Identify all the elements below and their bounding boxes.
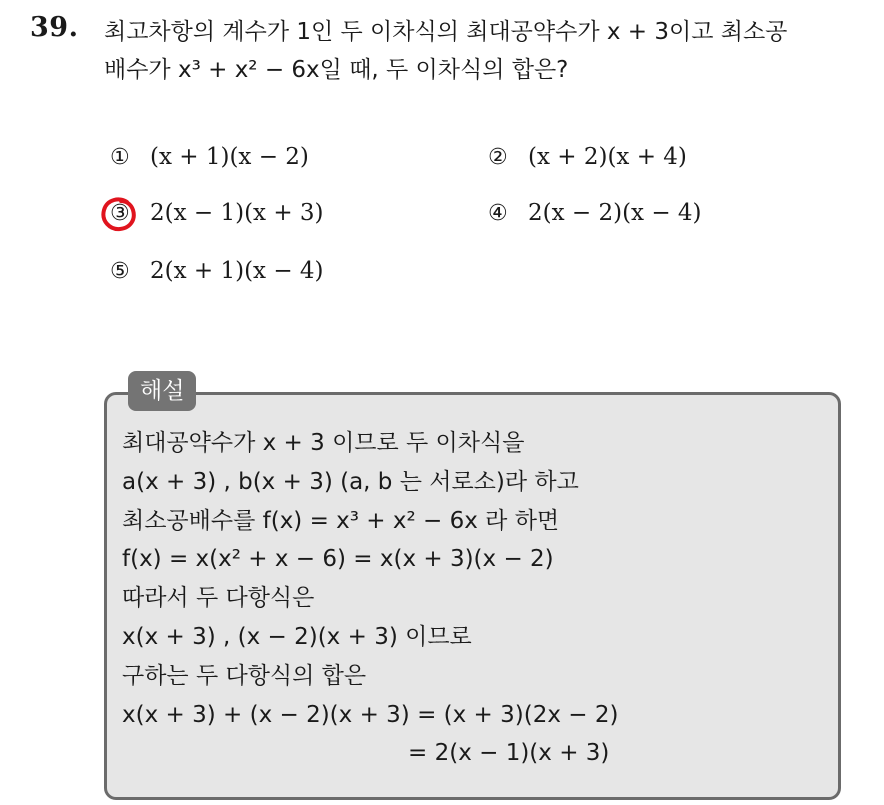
solution-line-3: 최소공배수를 f(x) = x³ + x² − 6x 라 하면 [122,507,560,534]
choice-2-expression: (x + 2)(x + 4) [528,144,687,170]
choice-4[interactable] [488,200,702,226]
choice-4-expression: 2(x − 2)(x − 4) [528,200,702,226]
solution-line-9: = 2(x − 1)(x + 3) [408,740,610,767]
question-number: 39. [30,12,79,43]
solution-line-5: 따라서 두 다항식은 [122,585,315,612]
solution-line-6: x(x + 3) , (x − 2)(x + 3) 이므로 [122,623,472,650]
choice-1-mark: ① [110,144,130,170]
solution-line-4: f(x) = x(x² + x − 6) = x(x + 3)(x − 2) [122,546,554,573]
question-text [104,13,874,89]
solution-line-8: x(x + 3) + (x − 2)(x + 3) = (x + 3)(2x − 2) [122,701,619,728]
choice-3-expression: 2(x − 1)(x + 3) [150,200,324,226]
choice-2[interactable] [488,144,687,170]
choice-5-expression: 2(x + 1)(x − 4) [150,258,324,284]
choice-1-expression: (x + 1)(x − 2) [150,144,309,170]
solution-line-7: 구하는 두 다항식의 합은 [122,662,367,689]
solution-line-1: 최대공약수가 x + 3 이므로 두 이차식을 [122,430,525,456]
choice-5[interactable] [110,258,324,284]
question-line-1: 최고차항의 계수가 1인 두 이차식의 최대공약수가 x + 3이고 최소공 [104,19,788,45]
choice-5-mark: ⑤ [110,258,130,284]
solution-line-2: a(x + 3) , b(x + 3) (a, b 는 서로소)라 하고 [122,468,579,495]
choice-1[interactable] [110,144,309,170]
question-line-2: 배수가 x³ + x² − 6x일 때, 두 이차식의 합은? [104,57,569,83]
solution-lines [122,424,822,773]
solution-tag: 해설 [128,371,196,411]
choice-4-mark: ④ [488,200,508,226]
choice-2-mark: ② [488,144,508,170]
choice-3[interactable] [110,200,324,226]
choice-3-mark: ③ [110,200,130,226]
